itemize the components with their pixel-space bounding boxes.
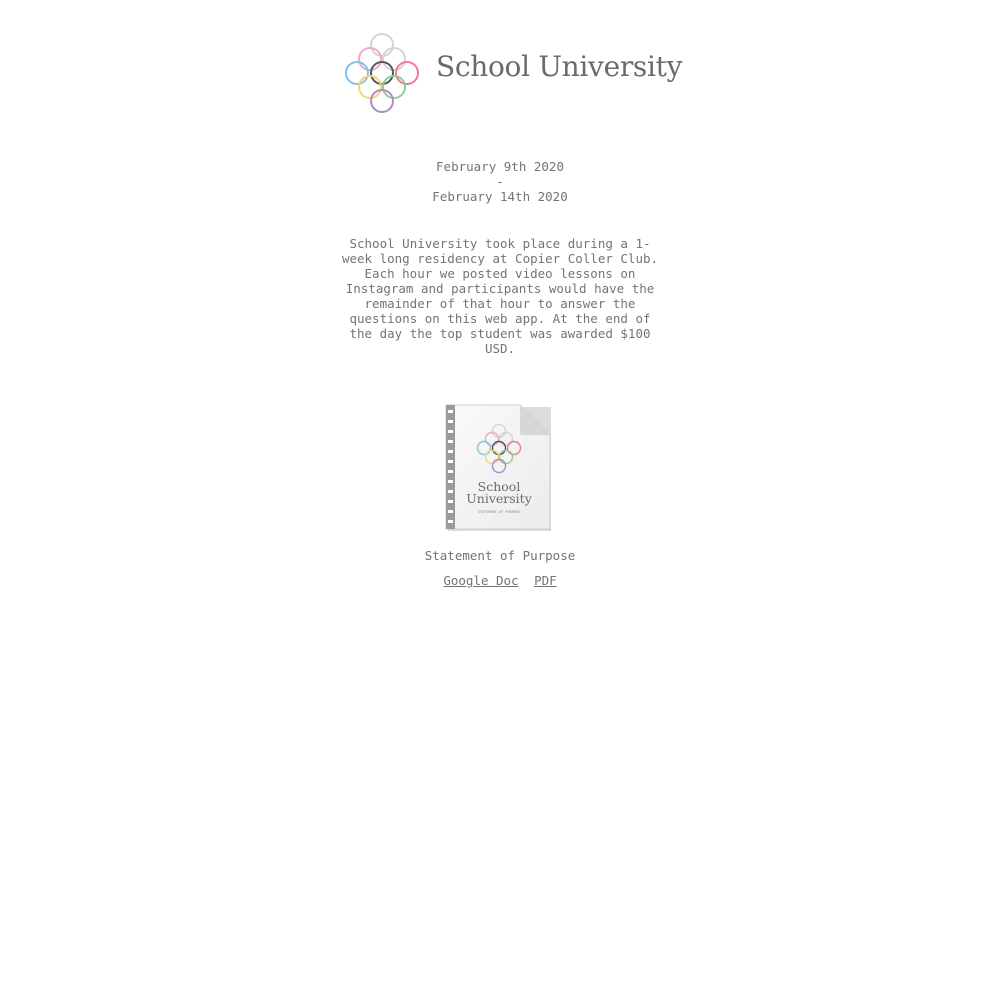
rings-logo-icon	[343, 32, 423, 114]
site-title: School University	[436, 50, 683, 83]
thumb-title-line1: School	[477, 479, 521, 494]
pdf-link[interactable]: PDF	[534, 573, 557, 588]
google-doc-link[interactable]: Google Doc	[443, 573, 519, 588]
thumb-title-line2: University	[466, 491, 532, 506]
event-dates	[300, 159, 700, 204]
start-date: February 9th 2020	[436, 159, 564, 174]
date-separator: -	[496, 174, 504, 189]
end-date: February 14th 2020	[432, 189, 568, 204]
site-header	[343, 32, 683, 114]
document-links	[350, 573, 650, 588]
document-label: Statement of Purpose	[424, 548, 576, 563]
thumb-subtitle: STATEMENT OF PURPOSE	[477, 510, 521, 514]
event-description: School University took place during a 1-week long residency at Copier Coller Club. Each hour we posted video lessons on Instagram and participants would have the remainder of that hour to answer the questions on this web app. At the end of the day the top student was awarded $100 USD.	[341, 236, 659, 356]
document-thumbnail[interactable]	[445, 404, 553, 532]
